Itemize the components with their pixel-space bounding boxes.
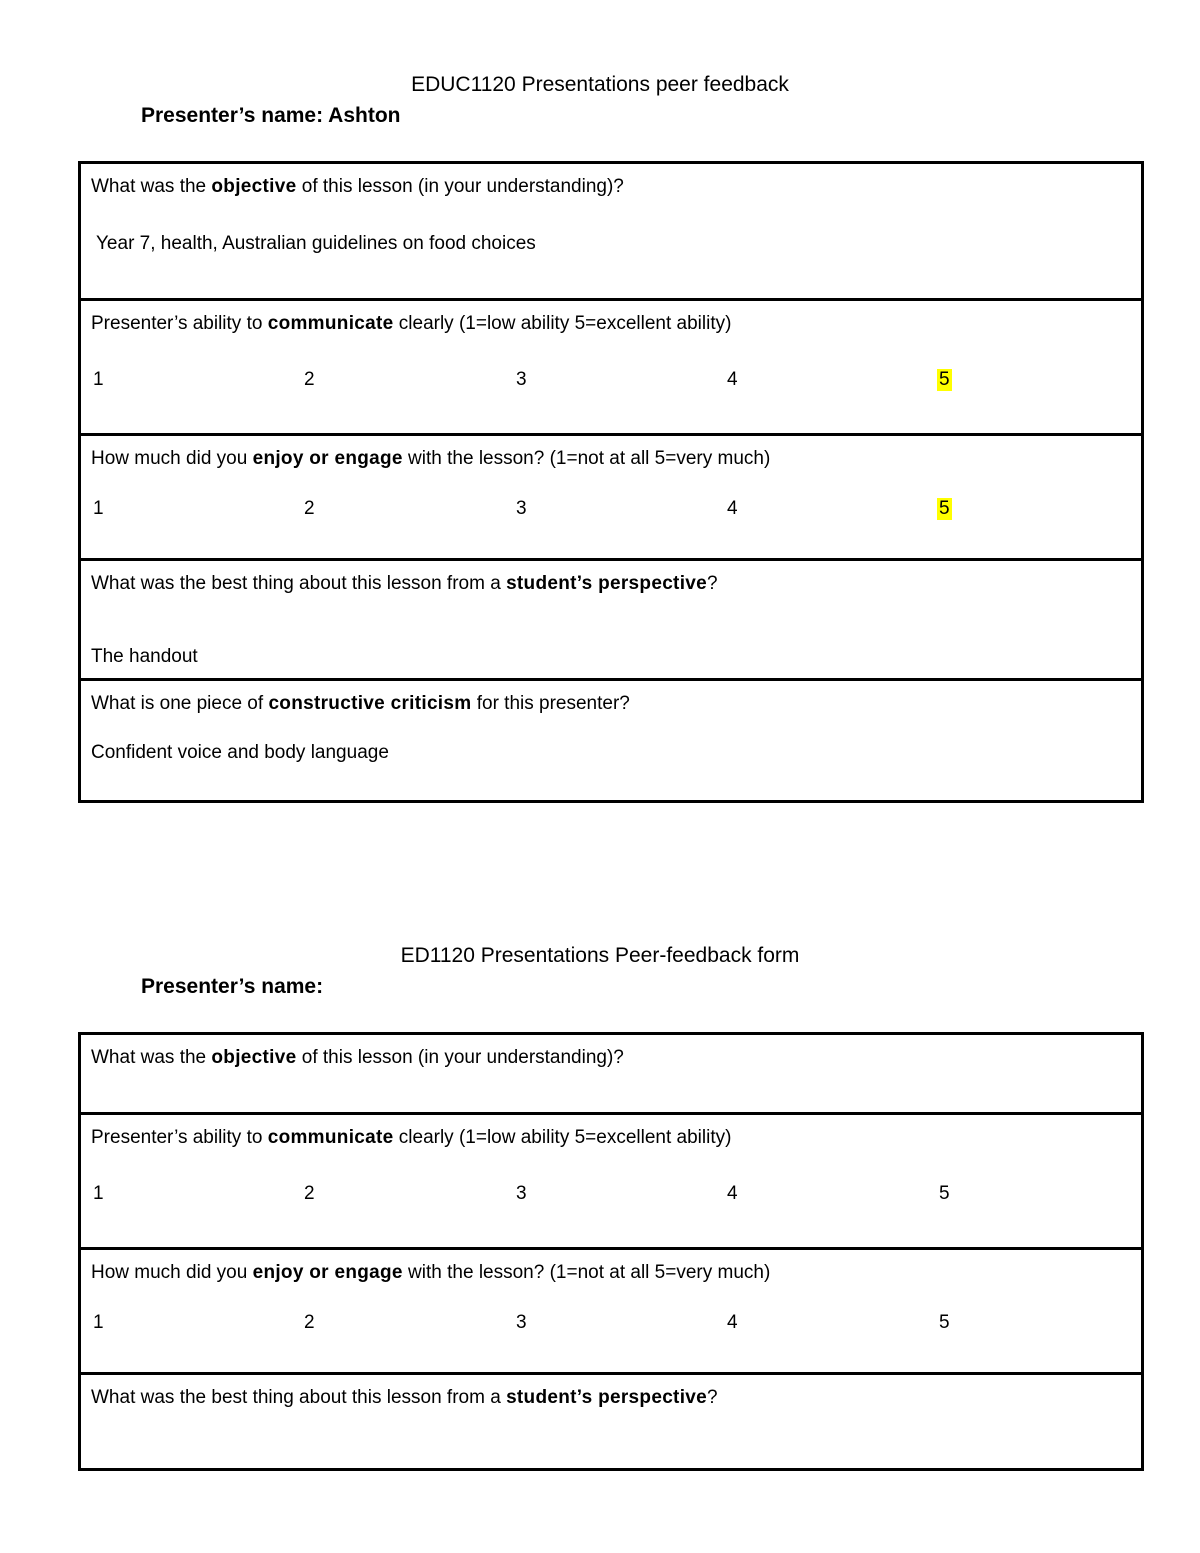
scale-option-2[interactable]: 2 — [304, 369, 315, 390]
presenter-name: Ashton — [328, 104, 401, 127]
scale-option-5[interactable]: 5 — [939, 1312, 950, 1333]
scale-option-1[interactable]: 1 — [93, 1183, 104, 1204]
best-thing-row — [80, 560, 1143, 680]
best-thing-row — [80, 1374, 1143, 1470]
presenter-label: Presenter’s name: — [141, 975, 324, 998]
criticism-answer[interactable]: Confident voice and body language — [91, 742, 389, 763]
best-thing-answer[interactable]: The handout — [91, 646, 198, 667]
scale-option-4[interactable]: 4 — [727, 1183, 738, 1204]
scale-option-4[interactable]: 4 — [727, 1312, 738, 1333]
form-title: ED1120 Presentations Peer-feedback form — [400, 944, 800, 967]
presenter-name-line — [141, 104, 400, 128]
criticism-question: What is one piece of constructive criticism for this presenter? — [91, 693, 630, 714]
scale-option-2[interactable]: 2 — [304, 498, 315, 519]
scale-option-3[interactable]: 3 — [516, 1183, 527, 1204]
scale-option-1[interactable]: 1 — [93, 369, 104, 390]
engage-row — [80, 1249, 1143, 1374]
scale-option-1[interactable]: 1 — [93, 1312, 104, 1333]
engage-scale — [91, 498, 1131, 522]
best-thing-question: What was the best thing about this lesson from a student’s perspective? — [91, 1387, 718, 1408]
objective-question: What was the objective of this lesson (in your understanding)? — [91, 176, 624, 197]
scale-option-3[interactable]: 3 — [516, 498, 527, 519]
form-title: EDUC1120 Presentations peer feedback — [411, 73, 789, 96]
communicate-row — [80, 300, 1143, 435]
scale-option-2[interactable]: 2 — [304, 1312, 315, 1333]
communicate-row — [80, 1114, 1143, 1249]
presenter-label: Presenter’s name: — [141, 104, 324, 127]
best-thing-question: What was the best thing about this lesson from a student’s perspective? — [91, 573, 718, 594]
engage-scale — [91, 1312, 1131, 1336]
communicate-scale — [91, 369, 1131, 393]
engage-row — [80, 435, 1143, 560]
scale-option-4[interactable]: 4 — [727, 369, 738, 390]
scale-option-4[interactable]: 4 — [727, 498, 738, 519]
feedback-table — [78, 161, 1144, 803]
scale-option-5-selected[interactable]: 5 — [939, 369, 950, 390]
feedback-table — [78, 1032, 1144, 1471]
engage-question: How much did you enjoy or engage with the lesson? (1=not at all 5=very much) — [91, 448, 771, 469]
communicate-question: Presenter’s ability to communicate clearly (1=low ability 5=excellent ability) — [91, 1127, 732, 1148]
scale-option-3[interactable]: 3 — [516, 1312, 527, 1333]
communicate-question: Presenter’s ability to communicate clearly (1=low ability 5=excellent ability) — [91, 313, 732, 334]
objective-row — [80, 163, 1143, 300]
communicate-scale — [91, 1183, 1131, 1207]
scale-option-5[interactable]: 5 — [939, 1183, 950, 1204]
scale-option-2[interactable]: 2 — [304, 1183, 315, 1204]
criticism-row — [80, 680, 1143, 802]
objective-answer[interactable]: Year 7, health, Australian guidelines on food choices — [96, 233, 536, 254]
objective-row — [80, 1034, 1143, 1114]
scale-option-5-selected[interactable]: 5 — [939, 498, 950, 519]
scale-option-3[interactable]: 3 — [516, 369, 527, 390]
scale-option-1[interactable]: 1 — [93, 498, 104, 519]
objective-question: What was the objective of this lesson (in your understanding)? — [91, 1047, 624, 1068]
engage-question: How much did you enjoy or engage with the lesson? (1=not at all 5=very much) — [91, 1262, 771, 1283]
presenter-name-line — [141, 975, 323, 999]
